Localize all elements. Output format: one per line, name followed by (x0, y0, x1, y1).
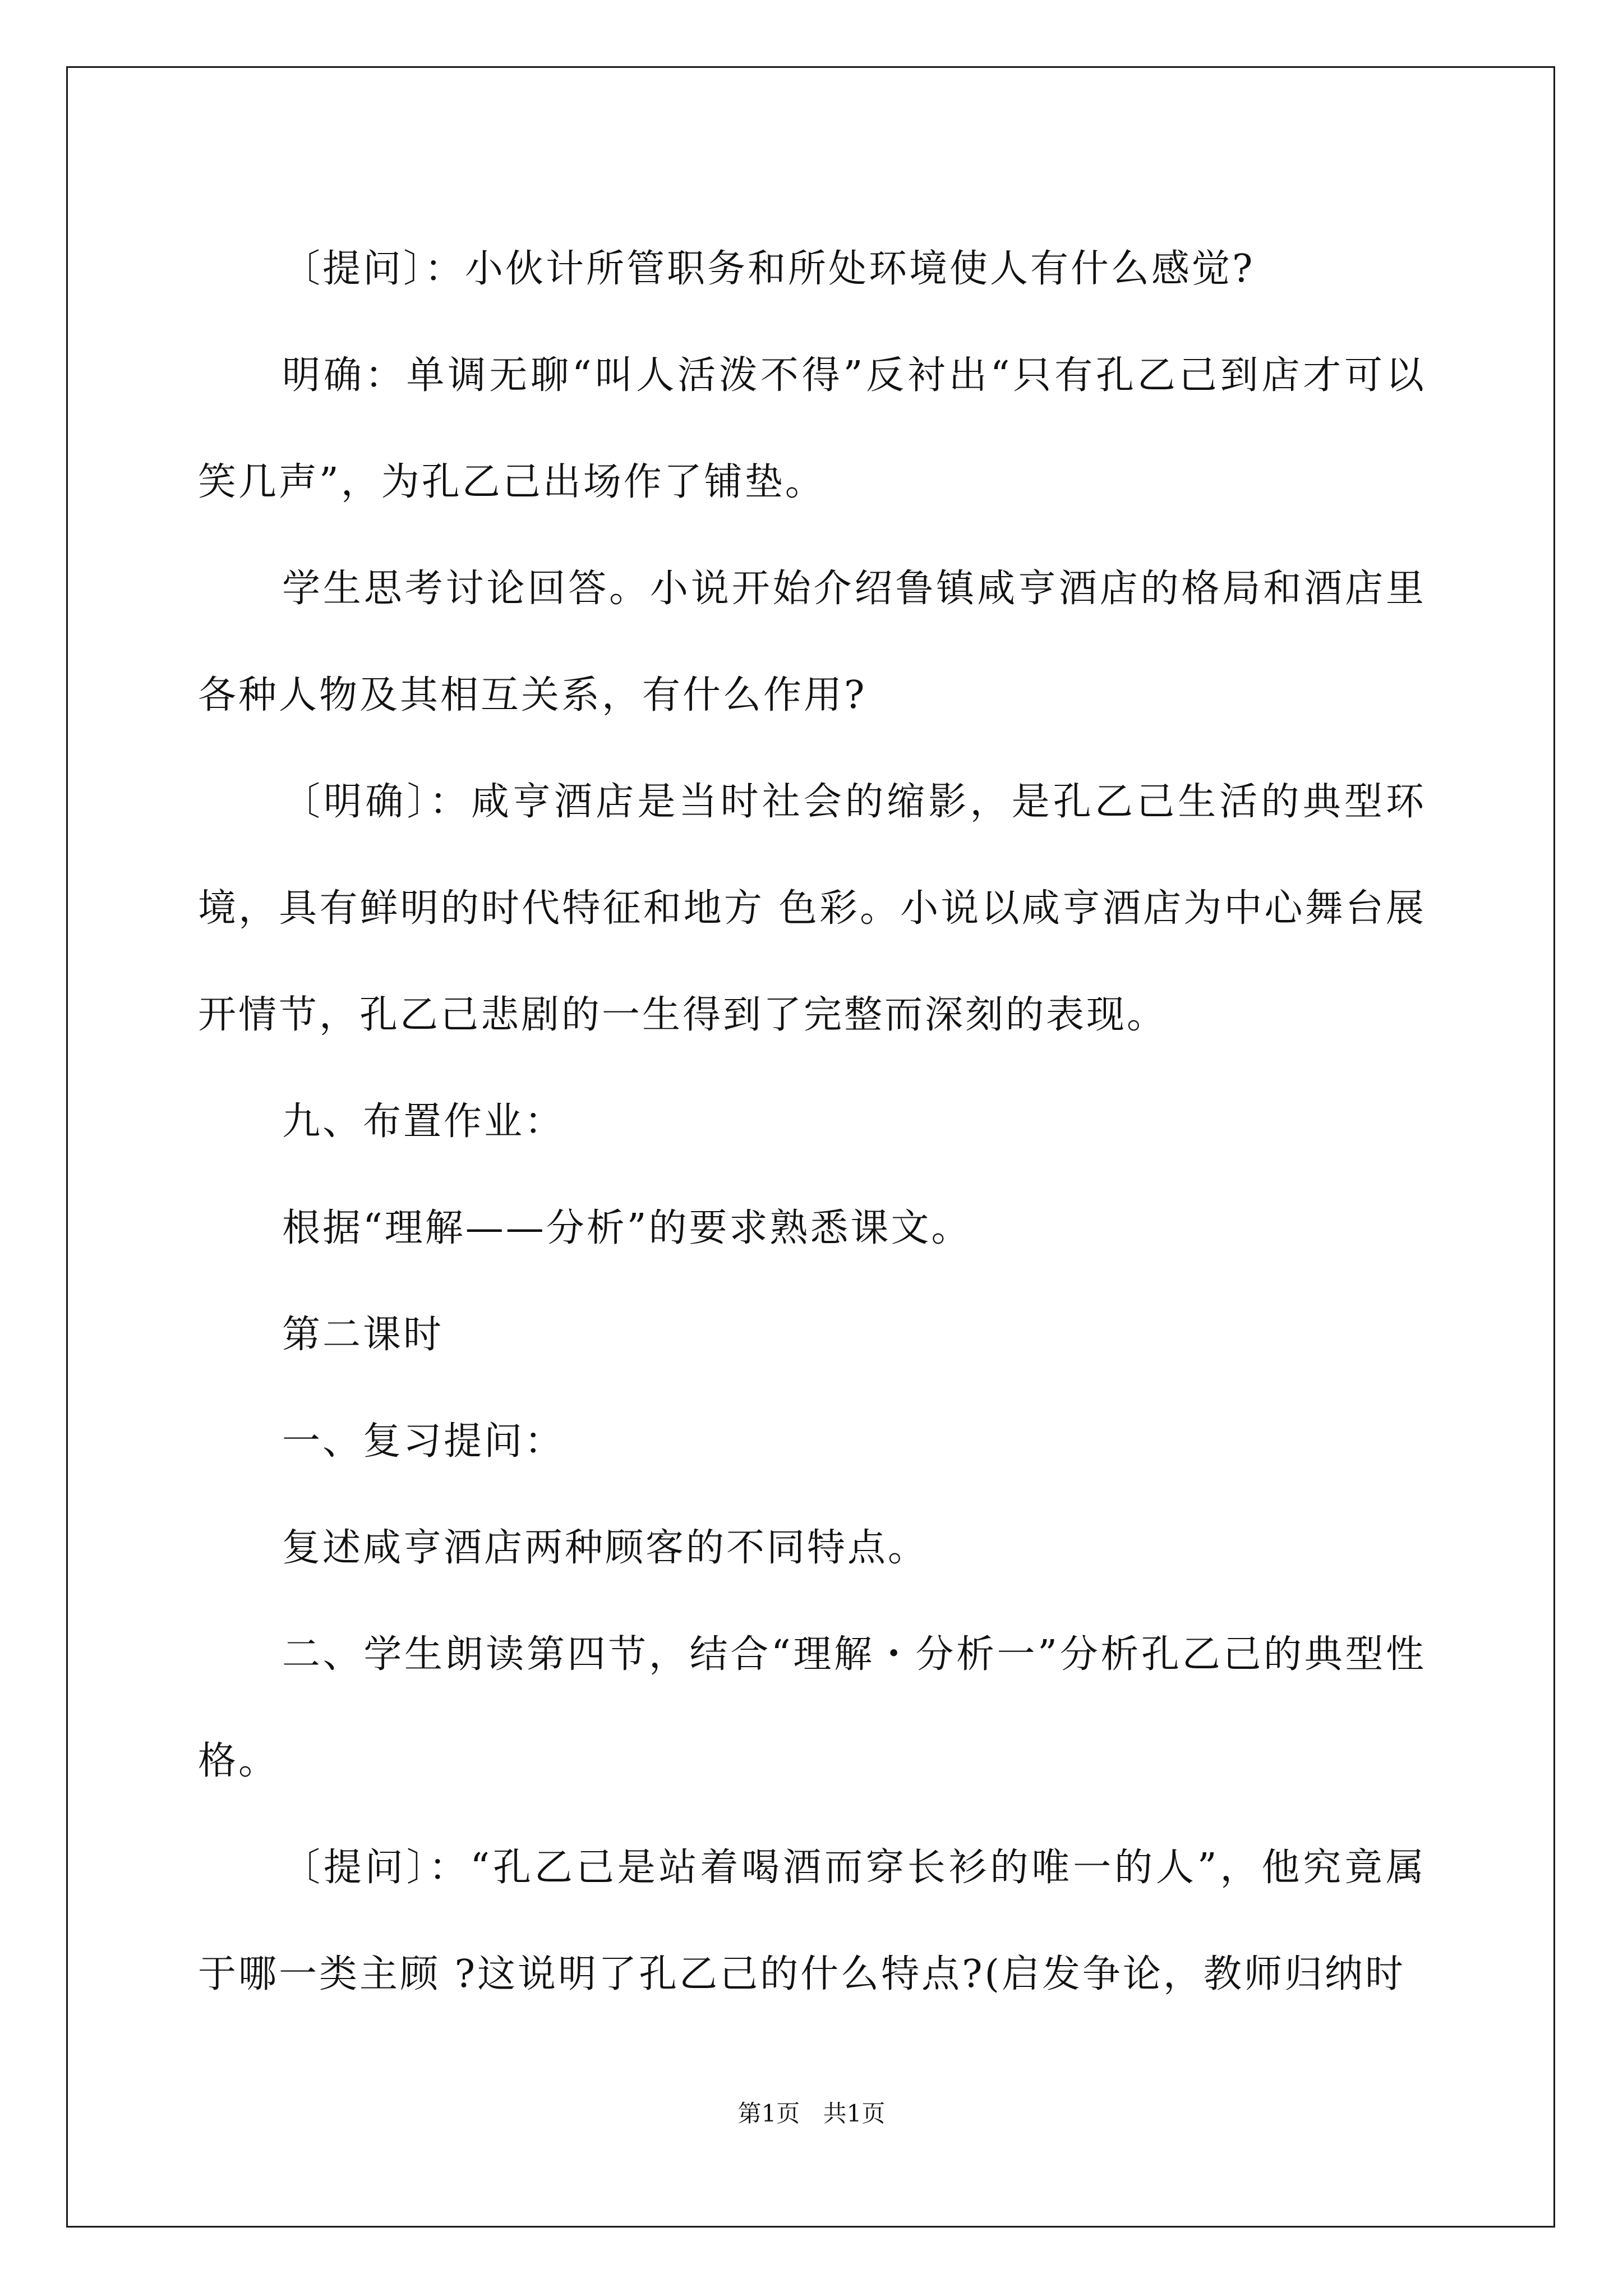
paragraph: 复述咸亨酒店两种顾客的不同特点。 (282, 1526, 929, 1570)
paragraph: 九、布置作业： (282, 1099, 565, 1144)
paragraph: 〔提问〕：“孔乙己是站着喝酒而穿长衫的唯一的人”，他究竟属于哪一类主顾 ?这说明了孔乙己的什么特点?(启发争论，教师归纳时 (198, 1846, 1426, 1996)
paragraph: 学生思考讨论回答。小说开始介绍鲁镇咸亨酒店的格局和酒店里各种人物及其相互关系，有什么作用? (198, 567, 1426, 717)
paragraph: 第二课时 (282, 1313, 444, 1357)
page-number: 第1页 (737, 2100, 800, 2127)
paragraph: 〔提问〕：小伙计所管职务和所处环境使人有什么感觉? (282, 247, 1255, 291)
paragraph: 一、复习提问： (282, 1419, 565, 1464)
paragraph: 二、学生朗读第四节，结合“理解・分析一”分析孔乙己的典型性格。 (198, 1632, 1426, 1783)
page-footer (0, 2095, 1623, 2129)
paragraph: 根据“理解——分析”的要求熟悉课文。 (282, 1206, 972, 1250)
paragraph: 明确：单调无聊“叫人活泼不得”反衬出“只有孔乙己到店才可以笑几声”，为孔乙己出场作了铺垫。 (198, 353, 1426, 504)
page-total: 共1页 (823, 2100, 886, 2127)
paragraph: 〔明确〕：咸亨酒店是当时社会的缩影，是孔乙己生活的典型环境，具有鲜明的时代特征和地方 色彩。小说以咸亨酒店为中心舞台展开情节，孔乙己悲剧的一生得到了完整而深刻的表现。 (198, 780, 1426, 1037)
document-body (198, 216, 1426, 2028)
